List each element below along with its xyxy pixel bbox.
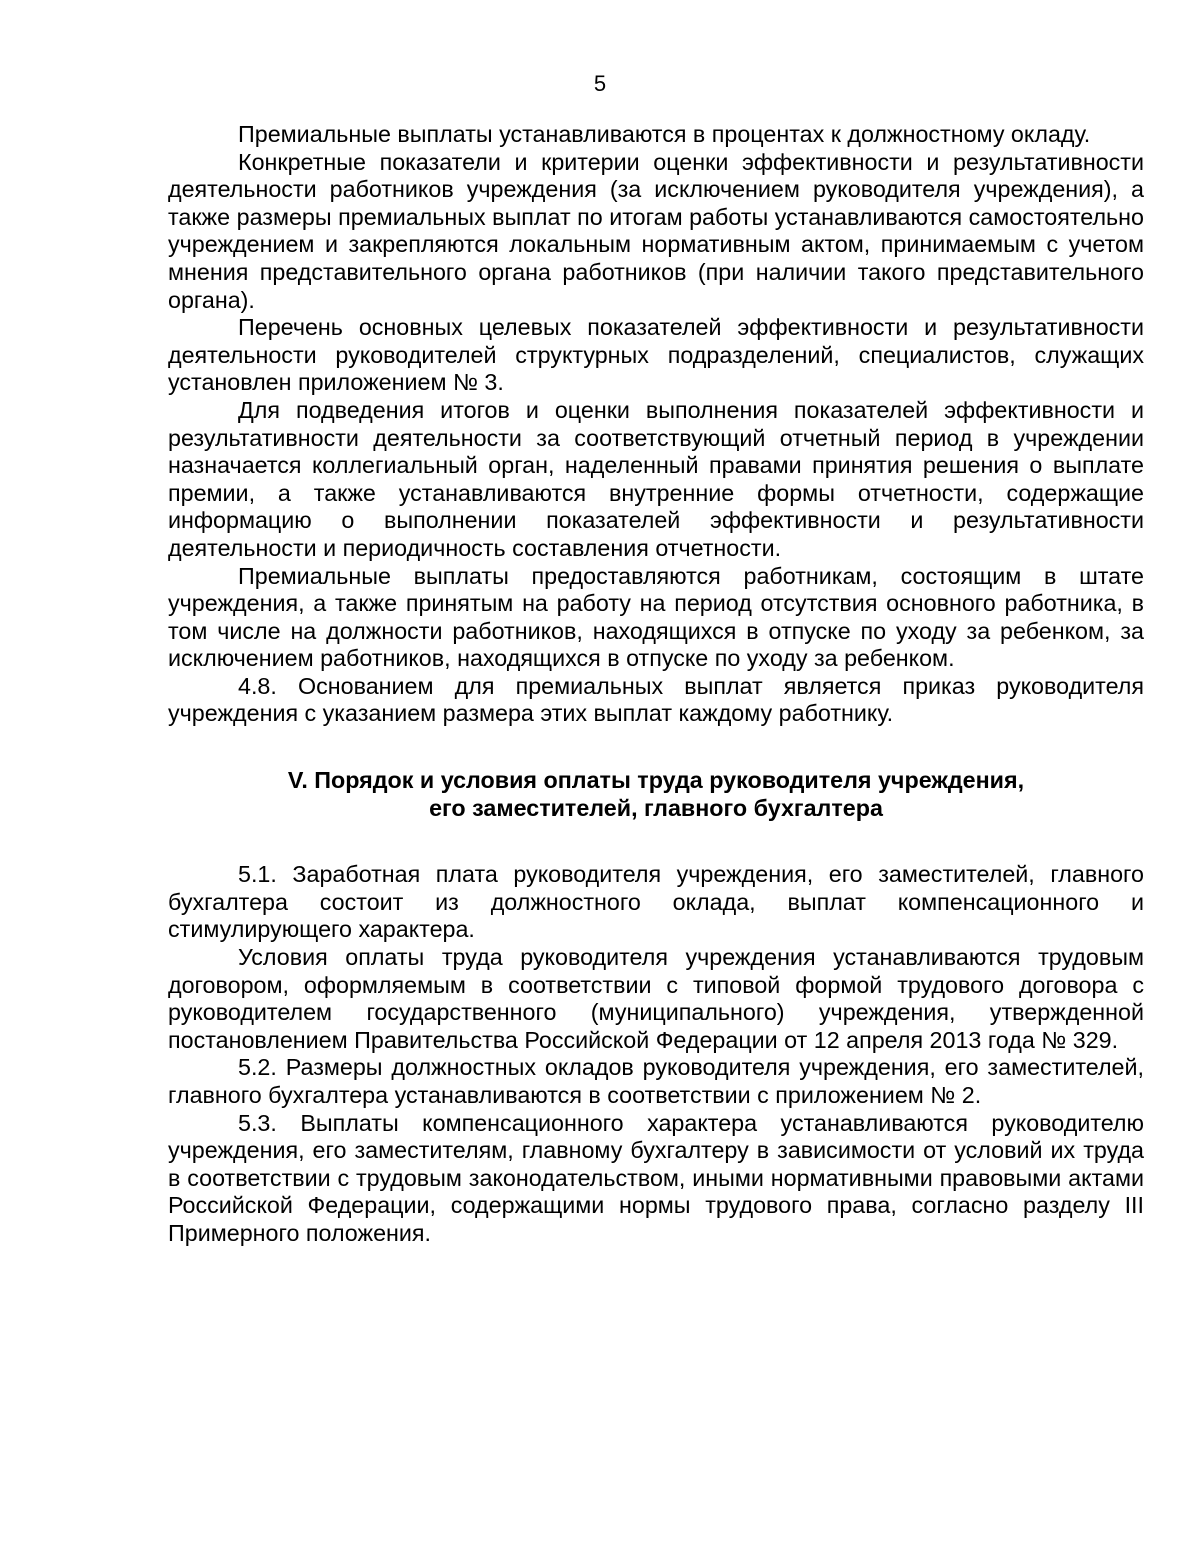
paragraph-labor-contract: Условия оплаты труда руководителя учреждения устанавливаются трудовым договором, оформляемым в соответствии с типовой формой трудового договора с руководителем государственного (муниципального) учреждения, утвержденной постановлением Правительства Российской Федерации от 12 апреля 2013 года № 329. [168,944,1144,1053]
paragraph-5-3: 5.3. Выплаты компенсационного характера устанавливаются руководителю учреждения, его заместителям, главному бухгалтеру в зависимости от условий их труда в соответствии с трудовым законодательством, иными нормативными правовыми актами Российской Федерации, содержащими нормы трудового права, согласно разделу III Примерного положения. [168,1109,1144,1246]
section-heading [168,767,1144,822]
paragraph-bonus-eligibility: Премиальные выплаты предоставляются работникам, состоящим в штате учреждения, а также принятым на работу на период отсутствия основного работника, в том числе на должности работников, находящихся в отпуске по уходу за ребенком, за исключением работников, находящихся в отпуске по уходу за ребенком. [168,562,1144,672]
document-body [168,121,1144,1248]
paragraph-collegial-body: Для подведения итогов и оценки выполнения показателей эффективности и результативности деятельности за соответствующий отчетный период в учреждении назначается коллегиальный орган, наделенный правами принятия решения о выплате премии, а также устанавливаются внутренние формы отчетности, содержащие информацию о выполнении показателей эффективности и результативности деятельности и периодичность составления отчетности. [168,396,1144,561]
section-heading-line-1: V. Порядок и условия оплаты труда руководителя учреждения, [287,767,1025,794]
paragraph-4-8: 4.8. Основанием для премиальных выплат является приказ руководителя учреждения с указанием размера этих выплат каждому работнику. [168,672,1144,727]
paragraph-5-2: 5.2. Размеры должностных окладов руководителя учреждения, его заместителей, главного бухгалтера устанавливаются в соответствии с приложением № 2. [168,1054,1144,1108]
paragraph-bonus-percent: Премиальные выплаты устанавливаются в процентах к должностному окладу. [238,121,1091,147]
section-heading-line-2: его заместителей, главного бухгалтера [429,794,883,821]
paragraph-5-1: 5.1. Заработная плата руководителя учреждения, его заместителей, главного бухгалтера состоит из должностного оклада, выплат компенсационного и стимулирующего характера. [168,861,1144,943]
page-number: 5 [593,71,607,96]
paragraph-performance-criteria: Конкретные показатели и критерии оценки эффективности и результативности деятельности работников учреждения (за исключением руководителя учреждения), а также размеры премиальных выплат по итогам работы устанавливаются самостоятельно учреждением и закрепляются локальным нормативным актом, принимаемым с учетом мнения представительного органа работников (при наличии такого представительного органа). [168,148,1144,313]
paragraph-target-indicators: Перечень основных целевых показателей эффективности и результативности деятельности руководителей структурных подразделений, специалистов, служащих установлен приложением № 3. [168,314,1144,396]
